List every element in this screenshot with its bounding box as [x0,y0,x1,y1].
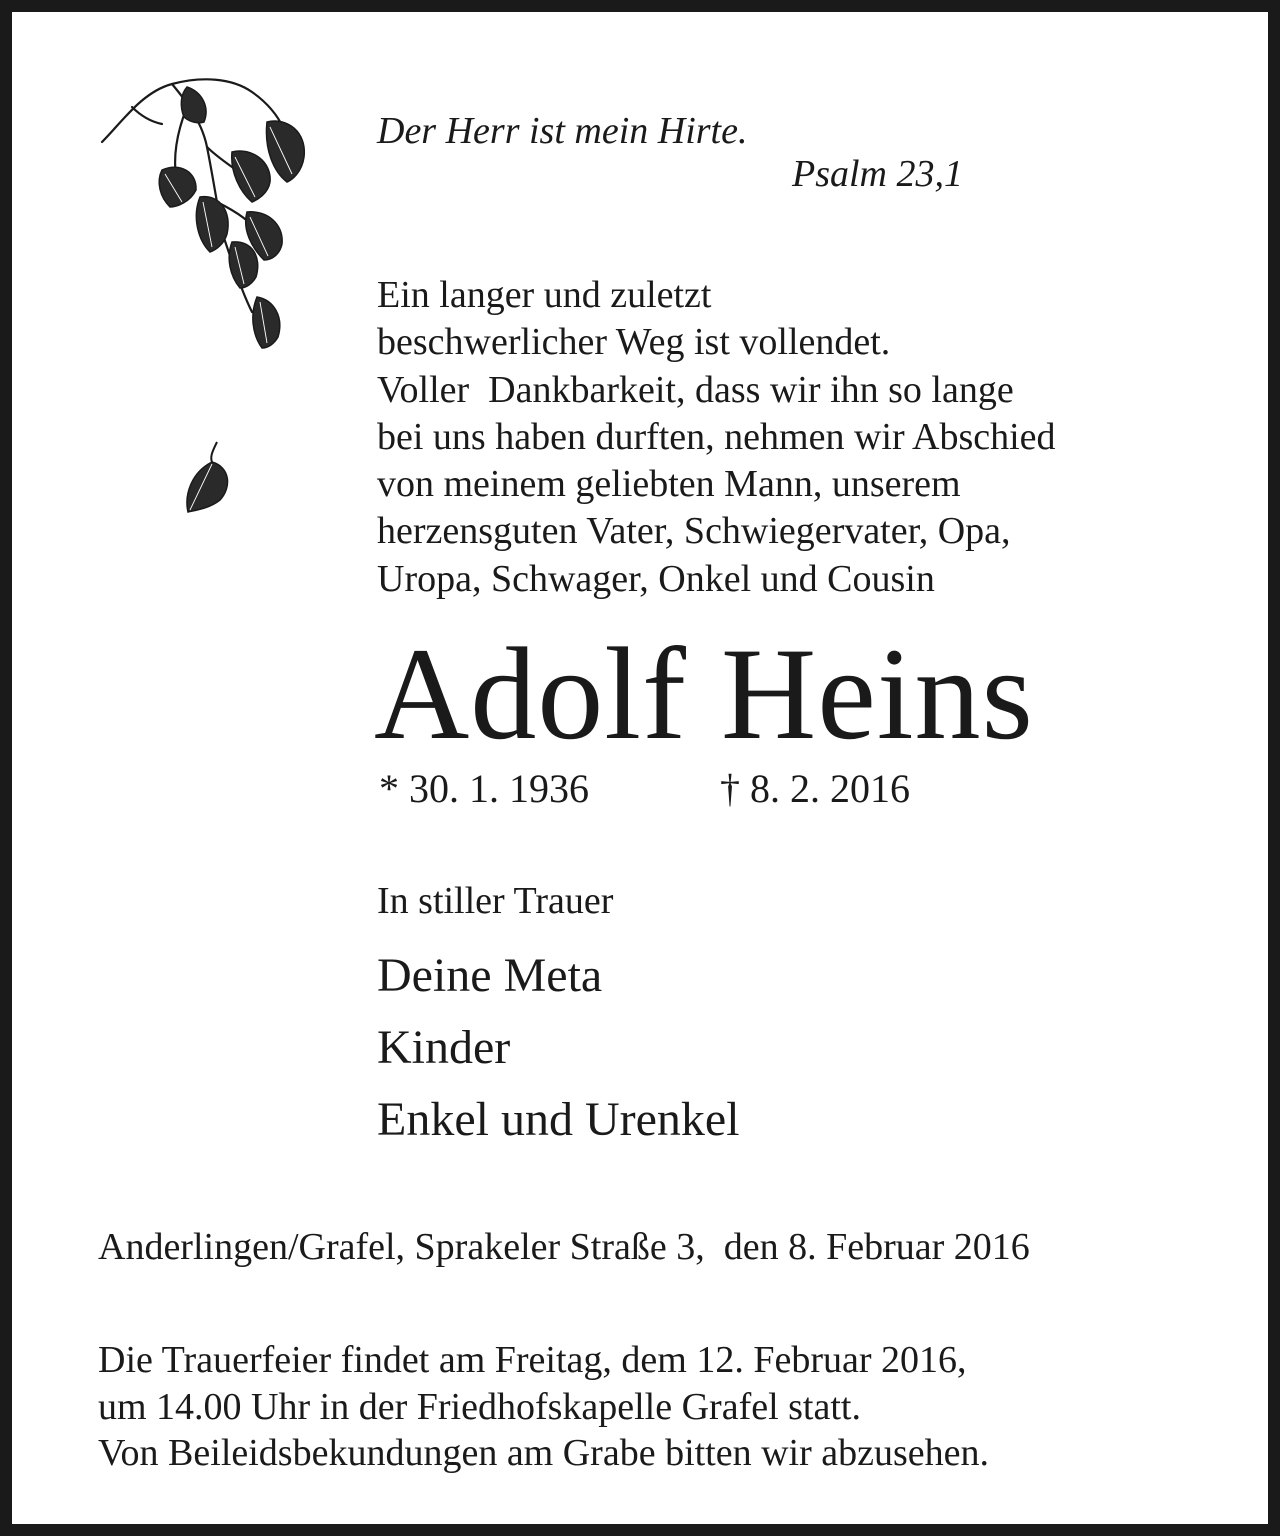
falling-leaf-icon [172,432,242,522]
place-date: Anderlingen/Grafel, Sprakeler Straße 3, den 8. Februar 2016 [98,1226,1030,1268]
mourning-intro: In stiller Trauer [377,880,614,922]
service-info [98,1337,989,1477]
intro-line: Voller Dankbarkeit, dass wir ihn so lange [377,368,1014,411]
intro-text [377,272,1056,603]
death-date: † 8. 2. 2016 [720,766,910,811]
mourner-name: Deine Meta [377,949,603,1002]
service-line: Die Trauerfeier findet am Freitag, dem 12. Februar 2016, [98,1339,967,1381]
mourner-name: Enkel und Urenkel [377,1093,740,1146]
motto-source: Psalm 23,1 [792,153,963,195]
intro-line: Uropa, Schwager, Onkel und Cousin [377,557,935,600]
mourner-name: Kinder [377,1021,511,1074]
birch-branch-icon [92,62,322,362]
service-line: um 14.00 Uhr in der Friedhofskapelle Grafel statt. [98,1385,861,1428]
deceased-name: Adolf Heins [374,620,1034,767]
intro-line: bei uns haben durften, nehmen wir Abschied [377,415,1056,458]
intro-line: Ein langer und zuletzt [377,274,712,316]
intro-line: von meinem geliebten Mann, unserem [377,463,961,506]
intro-line: beschwerlicher Weg ist vollendet. [377,321,891,364]
birth-date: * 30. 1. 1936 [379,766,589,811]
intro-line: herzensguten Vater, Schwiegervater, Opa, [377,510,1011,553]
service-line: Von Beileidsbekundungen am Grabe bitten wir abzusehen. [98,1432,990,1474]
motto-quote: Der Herr ist mein Hirte. [377,110,748,152]
